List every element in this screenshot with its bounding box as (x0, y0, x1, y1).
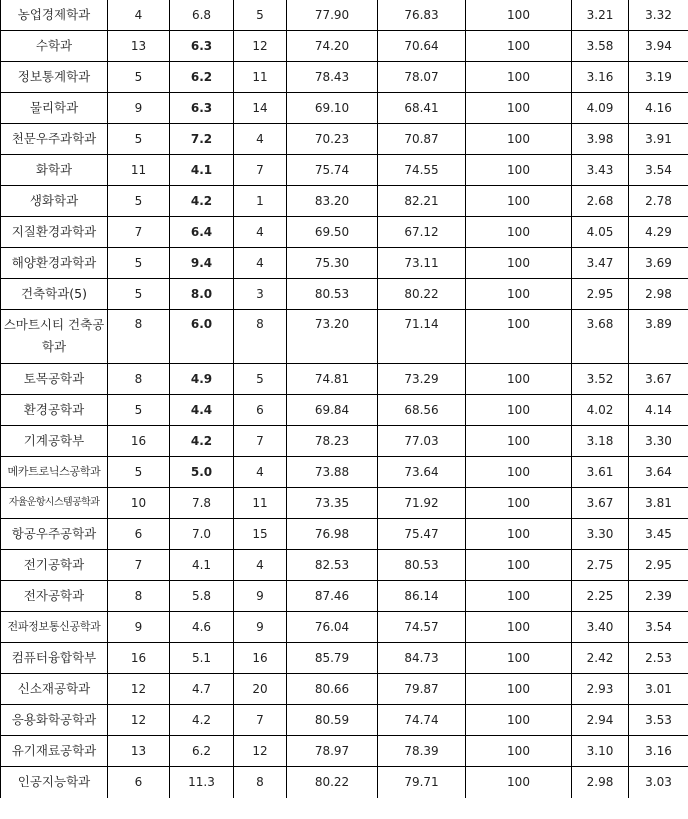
grade-cutoff-cell: 4.29 (629, 217, 688, 248)
table-row (1, 364, 688, 395)
waitlist-rank-cell: 15 (234, 519, 287, 550)
quota-cell: 5 (108, 457, 170, 488)
score-avg-cell: 80.22 (287, 767, 378, 798)
score-max-cell: 100 (466, 124, 572, 155)
department-name-cell: 수학과 (1, 31, 108, 62)
score-cutoff-cell: 73.64 (378, 457, 466, 488)
grade-avg-cell: 2.25 (572, 581, 629, 612)
score-avg-cell: 69.84 (287, 395, 378, 426)
grade-cutoff-cell: 3.81 (629, 488, 688, 519)
score-avg-cell: 78.43 (287, 62, 378, 93)
grade-cutoff-cell: 4.14 (629, 395, 688, 426)
score-max-cell: 100 (466, 519, 572, 550)
department-name-cell: 항공우주공학과 (1, 519, 108, 550)
score-cutoff-cell: 73.11 (378, 248, 466, 279)
grade-cutoff-cell: 2.78 (629, 186, 688, 217)
score-cutoff-cell: 82.21 (378, 186, 466, 217)
department-name-cell: 해양환경과학과 (1, 248, 108, 279)
score-avg-cell: 83.20 (287, 186, 378, 217)
grade-avg-cell: 3.43 (572, 155, 629, 186)
score-max-cell: 100 (466, 0, 572, 31)
score-avg-cell: 80.53 (287, 279, 378, 310)
waitlist-rank-cell: 11 (234, 488, 287, 519)
grade-cutoff-cell: 3.64 (629, 457, 688, 488)
department-name-cell: 지질환경과학과 (1, 217, 108, 248)
competition-rate-cell: 6.2 (170, 62, 234, 93)
grade-avg-cell: 2.42 (572, 643, 629, 674)
score-avg-cell: 82.53 (287, 550, 378, 581)
score-cutoff-cell: 80.53 (378, 550, 466, 581)
department-name-cell: 유기재료공학과 (1, 736, 108, 767)
grade-cutoff-cell: 3.53 (629, 705, 688, 736)
score-cutoff-cell: 75.47 (378, 519, 466, 550)
competition-rate-cell: 7.2 (170, 124, 234, 155)
grade-avg-cell: 3.10 (572, 736, 629, 767)
waitlist-rank-cell: 14 (234, 93, 287, 124)
competition-rate-cell: 4.4 (170, 395, 234, 426)
waitlist-rank-cell: 8 (234, 767, 287, 798)
grade-avg-cell: 3.61 (572, 457, 629, 488)
department-name-cell: 전자공학과 (1, 581, 108, 612)
grade-cutoff-cell: 3.67 (629, 364, 688, 395)
waitlist-rank-cell: 4 (234, 457, 287, 488)
table-row (1, 279, 688, 310)
score-avg-cell: 73.20 (287, 310, 378, 364)
score-max-cell: 100 (466, 93, 572, 124)
score-max-cell: 100 (466, 186, 572, 217)
waitlist-rank-cell: 4 (234, 217, 287, 248)
waitlist-rank-cell: 8 (234, 310, 287, 364)
grade-cutoff-cell: 2.98 (629, 279, 688, 310)
department-name-cell: 신소재공학과 (1, 674, 108, 705)
grade-cutoff-cell: 3.69 (629, 248, 688, 279)
score-max-cell: 100 (466, 217, 572, 248)
table-row (1, 643, 688, 674)
department-name-cell: 기계공학부 (1, 426, 108, 457)
department-name-cell: 응용화학공학과 (1, 705, 108, 736)
score-avg-cell: 70.23 (287, 124, 378, 155)
grade-cutoff-cell: 3.54 (629, 612, 688, 643)
table-row (1, 248, 688, 279)
table-row (1, 310, 688, 364)
department-name-cell: 토목공학과 (1, 364, 108, 395)
quota-cell: 4 (108, 0, 170, 31)
quota-cell: 8 (108, 581, 170, 612)
waitlist-rank-cell: 7 (234, 705, 287, 736)
quota-cell: 12 (108, 674, 170, 705)
table-row (1, 93, 688, 124)
competition-rate-cell: 4.7 (170, 674, 234, 705)
quota-cell: 5 (108, 62, 170, 93)
competition-rate-cell: 11.3 (170, 767, 234, 798)
score-cutoff-cell: 73.29 (378, 364, 466, 395)
score-max-cell: 100 (466, 248, 572, 279)
department-name-cell: 화학과 (1, 155, 108, 186)
competition-rate-cell: 7.8 (170, 488, 234, 519)
grade-avg-cell: 2.94 (572, 705, 629, 736)
score-max-cell: 100 (466, 457, 572, 488)
grade-cutoff-cell: 3.30 (629, 426, 688, 457)
score-avg-cell: 73.88 (287, 457, 378, 488)
quota-cell: 5 (108, 124, 170, 155)
competition-rate-cell: 6.2 (170, 736, 234, 767)
score-cutoff-cell: 71.92 (378, 488, 466, 519)
grade-cutoff-cell: 3.16 (629, 736, 688, 767)
score-avg-cell: 78.97 (287, 736, 378, 767)
waitlist-rank-cell: 9 (234, 581, 287, 612)
competition-rate-cell: 6.3 (170, 93, 234, 124)
grade-cutoff-cell: 2.53 (629, 643, 688, 674)
waitlist-rank-cell: 5 (234, 364, 287, 395)
grade-avg-cell: 4.05 (572, 217, 629, 248)
grade-avg-cell: 3.52 (572, 364, 629, 395)
grade-cutoff-cell: 3.91 (629, 124, 688, 155)
score-avg-cell: 76.04 (287, 612, 378, 643)
grade-avg-cell: 3.21 (572, 0, 629, 31)
quota-cell: 5 (108, 279, 170, 310)
table-row (1, 217, 688, 248)
table-row (1, 124, 688, 155)
waitlist-rank-cell: 16 (234, 643, 287, 674)
score-max-cell: 100 (466, 488, 572, 519)
waitlist-rank-cell: 1 (234, 186, 287, 217)
quota-cell: 11 (108, 155, 170, 186)
grade-avg-cell: 3.18 (572, 426, 629, 457)
department-name-cell: 자율운항시스템공학과 (1, 488, 108, 519)
quota-cell: 9 (108, 612, 170, 643)
score-max-cell: 100 (466, 395, 572, 426)
grade-cutoff-cell: 2.39 (629, 581, 688, 612)
score-cutoff-cell: 74.74 (378, 705, 466, 736)
table-row (1, 186, 688, 217)
competition-rate-cell: 5.1 (170, 643, 234, 674)
score-avg-cell: 75.30 (287, 248, 378, 279)
score-avg-cell: 69.50 (287, 217, 378, 248)
table-row (1, 736, 688, 767)
score-cutoff-cell: 67.12 (378, 217, 466, 248)
table-row (1, 426, 688, 457)
quota-cell: 6 (108, 767, 170, 798)
quota-cell: 5 (108, 248, 170, 279)
department-name-cell: 인공지능학과 (1, 767, 108, 798)
score-max-cell: 100 (466, 62, 572, 93)
department-name-cell: 전파정보통신공학과 (1, 612, 108, 643)
grade-avg-cell: 3.47 (572, 248, 629, 279)
grade-avg-cell: 4.09 (572, 93, 629, 124)
score-cutoff-cell: 86.14 (378, 581, 466, 612)
competition-rate-cell: 9.4 (170, 248, 234, 279)
score-max-cell: 100 (466, 674, 572, 705)
quota-cell: 12 (108, 705, 170, 736)
score-cutoff-cell: 79.87 (378, 674, 466, 705)
score-cutoff-cell: 74.55 (378, 155, 466, 186)
table-row (1, 31, 688, 62)
competition-rate-cell: 6.0 (170, 310, 234, 364)
waitlist-rank-cell: 12 (234, 31, 287, 62)
department-name-cell: 메카트로닉스공학과 (1, 457, 108, 488)
grade-cutoff-cell: 3.45 (629, 519, 688, 550)
score-cutoff-cell: 78.07 (378, 62, 466, 93)
grade-avg-cell: 2.95 (572, 279, 629, 310)
score-cutoff-cell: 84.73 (378, 643, 466, 674)
waitlist-rank-cell: 12 (234, 736, 287, 767)
score-avg-cell: 74.81 (287, 364, 378, 395)
grade-avg-cell: 3.30 (572, 519, 629, 550)
score-max-cell: 100 (466, 550, 572, 581)
score-cutoff-cell: 70.64 (378, 31, 466, 62)
quota-cell: 7 (108, 550, 170, 581)
table-body (1, 0, 688, 798)
score-cutoff-cell: 76.83 (378, 0, 466, 31)
score-cutoff-cell: 68.56 (378, 395, 466, 426)
quota-cell: 6 (108, 519, 170, 550)
score-avg-cell: 78.23 (287, 426, 378, 457)
score-avg-cell: 74.20 (287, 31, 378, 62)
score-max-cell: 100 (466, 155, 572, 186)
waitlist-rank-cell: 20 (234, 674, 287, 705)
score-max-cell: 100 (466, 31, 572, 62)
quota-cell: 16 (108, 426, 170, 457)
competition-rate-cell: 4.6 (170, 612, 234, 643)
waitlist-rank-cell: 4 (234, 248, 287, 279)
score-avg-cell: 69.10 (287, 93, 378, 124)
department-name-cell: 전기공학과 (1, 550, 108, 581)
score-max-cell: 100 (466, 612, 572, 643)
grade-cutoff-cell: 3.03 (629, 767, 688, 798)
score-cutoff-cell: 74.57 (378, 612, 466, 643)
table-row (1, 612, 688, 643)
grade-avg-cell: 2.98 (572, 767, 629, 798)
table-row (1, 457, 688, 488)
grade-avg-cell: 3.67 (572, 488, 629, 519)
competition-rate-cell: 5.0 (170, 457, 234, 488)
waitlist-rank-cell: 4 (234, 124, 287, 155)
grade-cutoff-cell: 3.32 (629, 0, 688, 31)
score-avg-cell: 75.74 (287, 155, 378, 186)
waitlist-rank-cell: 7 (234, 426, 287, 457)
grade-cutoff-cell: 3.01 (629, 674, 688, 705)
score-cutoff-cell: 78.39 (378, 736, 466, 767)
quota-cell: 5 (108, 186, 170, 217)
table-row (1, 0, 688, 31)
grade-cutoff-cell: 3.89 (629, 310, 688, 364)
quota-cell: 8 (108, 364, 170, 395)
waitlist-rank-cell: 9 (234, 612, 287, 643)
table-row (1, 705, 688, 736)
competition-rate-cell: 8.0 (170, 279, 234, 310)
score-max-cell: 100 (466, 310, 572, 364)
score-max-cell: 100 (466, 426, 572, 457)
grade-avg-cell: 2.75 (572, 550, 629, 581)
waitlist-rank-cell: 6 (234, 395, 287, 426)
table-row (1, 395, 688, 426)
score-max-cell: 100 (466, 581, 572, 612)
waitlist-rank-cell: 4 (234, 550, 287, 581)
score-avg-cell: 77.90 (287, 0, 378, 31)
grade-avg-cell: 2.68 (572, 186, 629, 217)
competition-rate-cell: 6.4 (170, 217, 234, 248)
grade-avg-cell: 3.98 (572, 124, 629, 155)
competition-rate-cell: 4.2 (170, 186, 234, 217)
score-max-cell: 100 (466, 643, 572, 674)
department-name-cell: 컴퓨터융합학부 (1, 643, 108, 674)
score-cutoff-cell: 80.22 (378, 279, 466, 310)
competition-rate-cell: 5.8 (170, 581, 234, 612)
grade-avg-cell: 4.02 (572, 395, 629, 426)
department-name-cell: 스마트시티 건축공학과 (1, 310, 108, 364)
table-row (1, 519, 688, 550)
department-name-cell: 생화학과 (1, 186, 108, 217)
competition-rate-cell: 7.0 (170, 519, 234, 550)
score-avg-cell: 80.59 (287, 705, 378, 736)
grade-cutoff-cell: 4.16 (629, 93, 688, 124)
competition-rate-cell: 4.1 (170, 550, 234, 581)
waitlist-rank-cell: 5 (234, 0, 287, 31)
score-cutoff-cell: 77.03 (378, 426, 466, 457)
score-max-cell: 100 (466, 736, 572, 767)
waitlist-rank-cell: 11 (234, 62, 287, 93)
score-max-cell: 100 (466, 364, 572, 395)
score-max-cell: 100 (466, 767, 572, 798)
grade-cutoff-cell: 3.94 (629, 31, 688, 62)
competition-rate-cell: 4.2 (170, 705, 234, 736)
department-name-cell: 물리학과 (1, 93, 108, 124)
score-cutoff-cell: 70.87 (378, 124, 466, 155)
department-name-cell: 정보통계학과 (1, 62, 108, 93)
waitlist-rank-cell: 7 (234, 155, 287, 186)
waitlist-rank-cell: 3 (234, 279, 287, 310)
score-cutoff-cell: 68.41 (378, 93, 466, 124)
grade-cutoff-cell: 3.54 (629, 155, 688, 186)
grade-cutoff-cell: 2.95 (629, 550, 688, 581)
score-avg-cell: 76.98 (287, 519, 378, 550)
score-max-cell: 100 (466, 705, 572, 736)
competition-rate-cell: 4.9 (170, 364, 234, 395)
quota-cell: 13 (108, 736, 170, 767)
table-row (1, 550, 688, 581)
score-max-cell: 100 (466, 279, 572, 310)
grade-cutoff-cell: 3.19 (629, 62, 688, 93)
score-cutoff-cell: 71.14 (378, 310, 466, 364)
score-avg-cell: 87.46 (287, 581, 378, 612)
score-avg-cell: 85.79 (287, 643, 378, 674)
grade-avg-cell: 2.93 (572, 674, 629, 705)
department-name-cell: 건축학과(5) (1, 279, 108, 310)
table-row (1, 581, 688, 612)
quota-cell: 7 (108, 217, 170, 248)
quota-cell: 8 (108, 310, 170, 364)
quota-cell: 5 (108, 395, 170, 426)
grade-avg-cell: 3.40 (572, 612, 629, 643)
quota-cell: 9 (108, 93, 170, 124)
grade-avg-cell: 3.16 (572, 62, 629, 93)
competition-rate-cell: 6.3 (170, 31, 234, 62)
department-name-cell: 천문우주과학과 (1, 124, 108, 155)
table-row (1, 488, 688, 519)
grade-avg-cell: 3.58 (572, 31, 629, 62)
quota-cell: 13 (108, 31, 170, 62)
competition-rate-cell: 4.1 (170, 155, 234, 186)
score-avg-cell: 80.66 (287, 674, 378, 705)
score-avg-cell: 73.35 (287, 488, 378, 519)
table-row (1, 62, 688, 93)
department-name-cell: 환경공학과 (1, 395, 108, 426)
competition-rate-cell: 4.2 (170, 426, 234, 457)
grade-avg-cell: 3.68 (572, 310, 629, 364)
quota-cell: 10 (108, 488, 170, 519)
table-row (1, 155, 688, 186)
score-cutoff-cell: 79.71 (378, 767, 466, 798)
table-row (1, 674, 688, 705)
department-name-cell: 농업경제학과 (1, 0, 108, 31)
competition-rate-cell: 6.8 (170, 0, 234, 31)
table-row (1, 767, 688, 798)
quota-cell: 16 (108, 643, 170, 674)
